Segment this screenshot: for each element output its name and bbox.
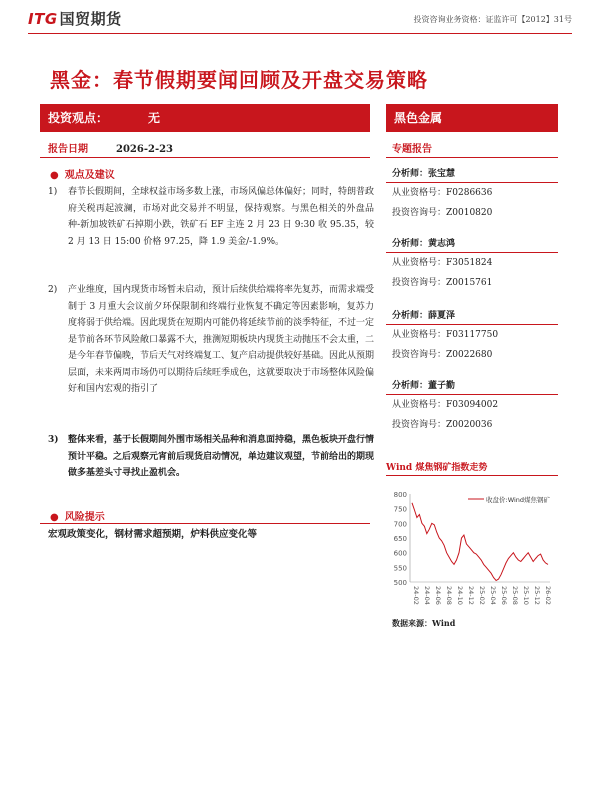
right-divider [386,157,558,158]
paragraph-3 [48,432,374,482]
y-tick-label: 650 [393,535,407,543]
report-date [48,140,173,155]
analyst-consult [386,345,558,365]
left-divider [40,157,370,158]
paragraph-text: 春节长假期间，全球权益市场多数上涨，市场风偏总体偏好；同时，特朗普政府关税再起波澜，市场对此交易并不明显，保持观察。与黑色相关的外盘品种-新加坡铁矿石掉期小跌，铁矿石 EF 主连 2 月 23 日 9:30 收 95.35，较 2 月 13 日 15:00 价格 97.25，降 1.9 美金/-1.9%。 [68,187,375,247]
x-tick-label: 25-10 [522,586,530,605]
consult-number: Z0010820 [446,208,493,218]
header-divider [28,33,572,34]
analyst-name: 分析师：薛夏泽 [392,311,456,321]
analyst-consult [386,415,558,435]
analyst-consult [386,203,558,223]
consult-number: Z0020036 [446,420,493,430]
cert-number: F3051824 [446,258,493,268]
analyst-name: 分析师：董子勤 [392,381,456,391]
view-bar [40,104,370,132]
viewpoint-heading-text: 观点及建议 [64,170,115,181]
cert-label: 从业资格号： [392,258,447,268]
y-tick-label: 550 [393,564,407,573]
consult-label: 投资咨询号： [392,420,447,430]
consult-label: 投资咨询号： [392,350,447,360]
bullet-icon: ● [50,512,59,523]
x-tick-label: 24-12 [467,586,475,605]
analyst-card [386,166,558,223]
cert-number: F0286636 [446,188,493,198]
x-tick-label: 26-02 [544,586,552,605]
analyst-cert [386,325,558,345]
analyst-cert [386,253,558,273]
x-tick-label: 25-06 [500,586,508,605]
report-title: 黑金：春节假期要闻回顾及开盘交易策略 [50,68,428,92]
x-tick-label: 24-06 [434,586,442,605]
analyst-card [386,308,558,365]
risk-heading-text: 风险提示 [64,512,105,523]
series-line [412,503,548,581]
risk-heading [50,508,105,523]
y-tick-label: 700 [393,520,407,529]
qualification-text: 投资咨询业务资格：证监许可【2012】31号 [413,15,572,24]
category-bar: 黑色金属 [386,104,558,132]
chart-source: 数据来源：Wind [392,618,456,628]
risk-divider [40,523,370,524]
view-label: 投资观点： [48,111,109,125]
analyst-name: 分析师：张宝慧 [392,169,456,179]
x-tick-label: 25-02 [478,586,486,605]
cert-label: 从业资格号： [392,330,447,340]
viewpoint-heading [50,166,115,181]
cert-label: 从业资格号： [392,188,447,198]
paragraph-number: 3) [48,435,59,445]
analyst-cert [386,183,558,203]
risk-text: 宏观政策变化，钢材需求超预期，炉料供应变化等 [48,529,258,540]
consult-number: Z0022680 [446,350,493,360]
paragraph-number: 1) [48,187,58,197]
chart-divider [386,475,558,476]
analyst-card [386,378,558,435]
x-tick-label: 24-10 [456,586,464,605]
y-tick-label: 600 [393,549,407,558]
cert-number: F03094002 [446,400,499,410]
bullet-icon: ● [50,170,59,181]
report-type: 专题报告 [392,144,432,155]
report-date-label: 报告日期 [48,144,88,155]
analyst-consult [386,273,558,293]
consult-label: 投资咨询号： [392,208,447,218]
consult-label: 投资咨询号： [392,278,447,288]
analyst-card [386,236,558,293]
consult-number: Z0015761 [446,278,493,288]
logo-itg: ITG [28,10,58,28]
x-tick-label: 24-02 [412,586,420,605]
y-tick-label: 800 [393,491,407,499]
logo-name: 国贸期货 [59,10,122,28]
x-tick-label: 25-08 [511,586,519,605]
x-tick-label: 24-08 [445,586,453,605]
paragraph-text: 整体来看，基于长假期间外围市场相关品种和消息面持稳，黑色板块开盘行情预计平稳。之后观察元宵前后现货启动情况，单边建议观望，节前给出的期现做多基差头寸寻找止盈机会。 [68,435,375,478]
cert-label: 从业资格号： [392,400,447,410]
analyst-name: 分析师：黄志鸿 [392,239,456,249]
paragraph-number: 2) [48,285,58,295]
cert-number: F03117750 [446,330,499,340]
x-tick-label: 25-12 [533,586,541,605]
y-tick-label: 750 [393,505,407,514]
price-index-chart [380,486,558,614]
chart-title: Wind 煤焦钢矿指数走势 [386,463,488,473]
view-value: 无 [148,111,161,125]
paragraph-1 [48,184,374,250]
analyst-cert [386,395,558,415]
y-tick-label: 500 [393,579,407,587]
legend-label: 收盘价:Wind煤焦钢矿 [486,496,551,504]
paragraph-2 [48,282,374,398]
company-logo [28,8,122,29]
report-date-value: 2026-2-23 [116,144,174,155]
x-tick-label: 25-04 [489,586,497,605]
x-tick-label: 24-04 [423,586,431,605]
paragraph-text: 产业维度，国内现货市场暂未启动，预计后续供给端将率先复苏，而需求端受制于 3 月重大会议前夕环保限制和终端行业恢复不确定等因素影响，复苏力度将弱于供给端。因此现货在短期内可能仍将延续节前的淡季特征，不过一定是节前各环节风险敞口暴露不大，推测短期板块内现货主动抛压不会太重，二是今年春节偏晚，节后天气对终端复工、复产启动提供较好基础。因此从预期层面，未来两周市场仍可以期待后续旺季成色，这就要取决于市场整体风险偏好和国内宏观的指引了 [68,285,375,394]
